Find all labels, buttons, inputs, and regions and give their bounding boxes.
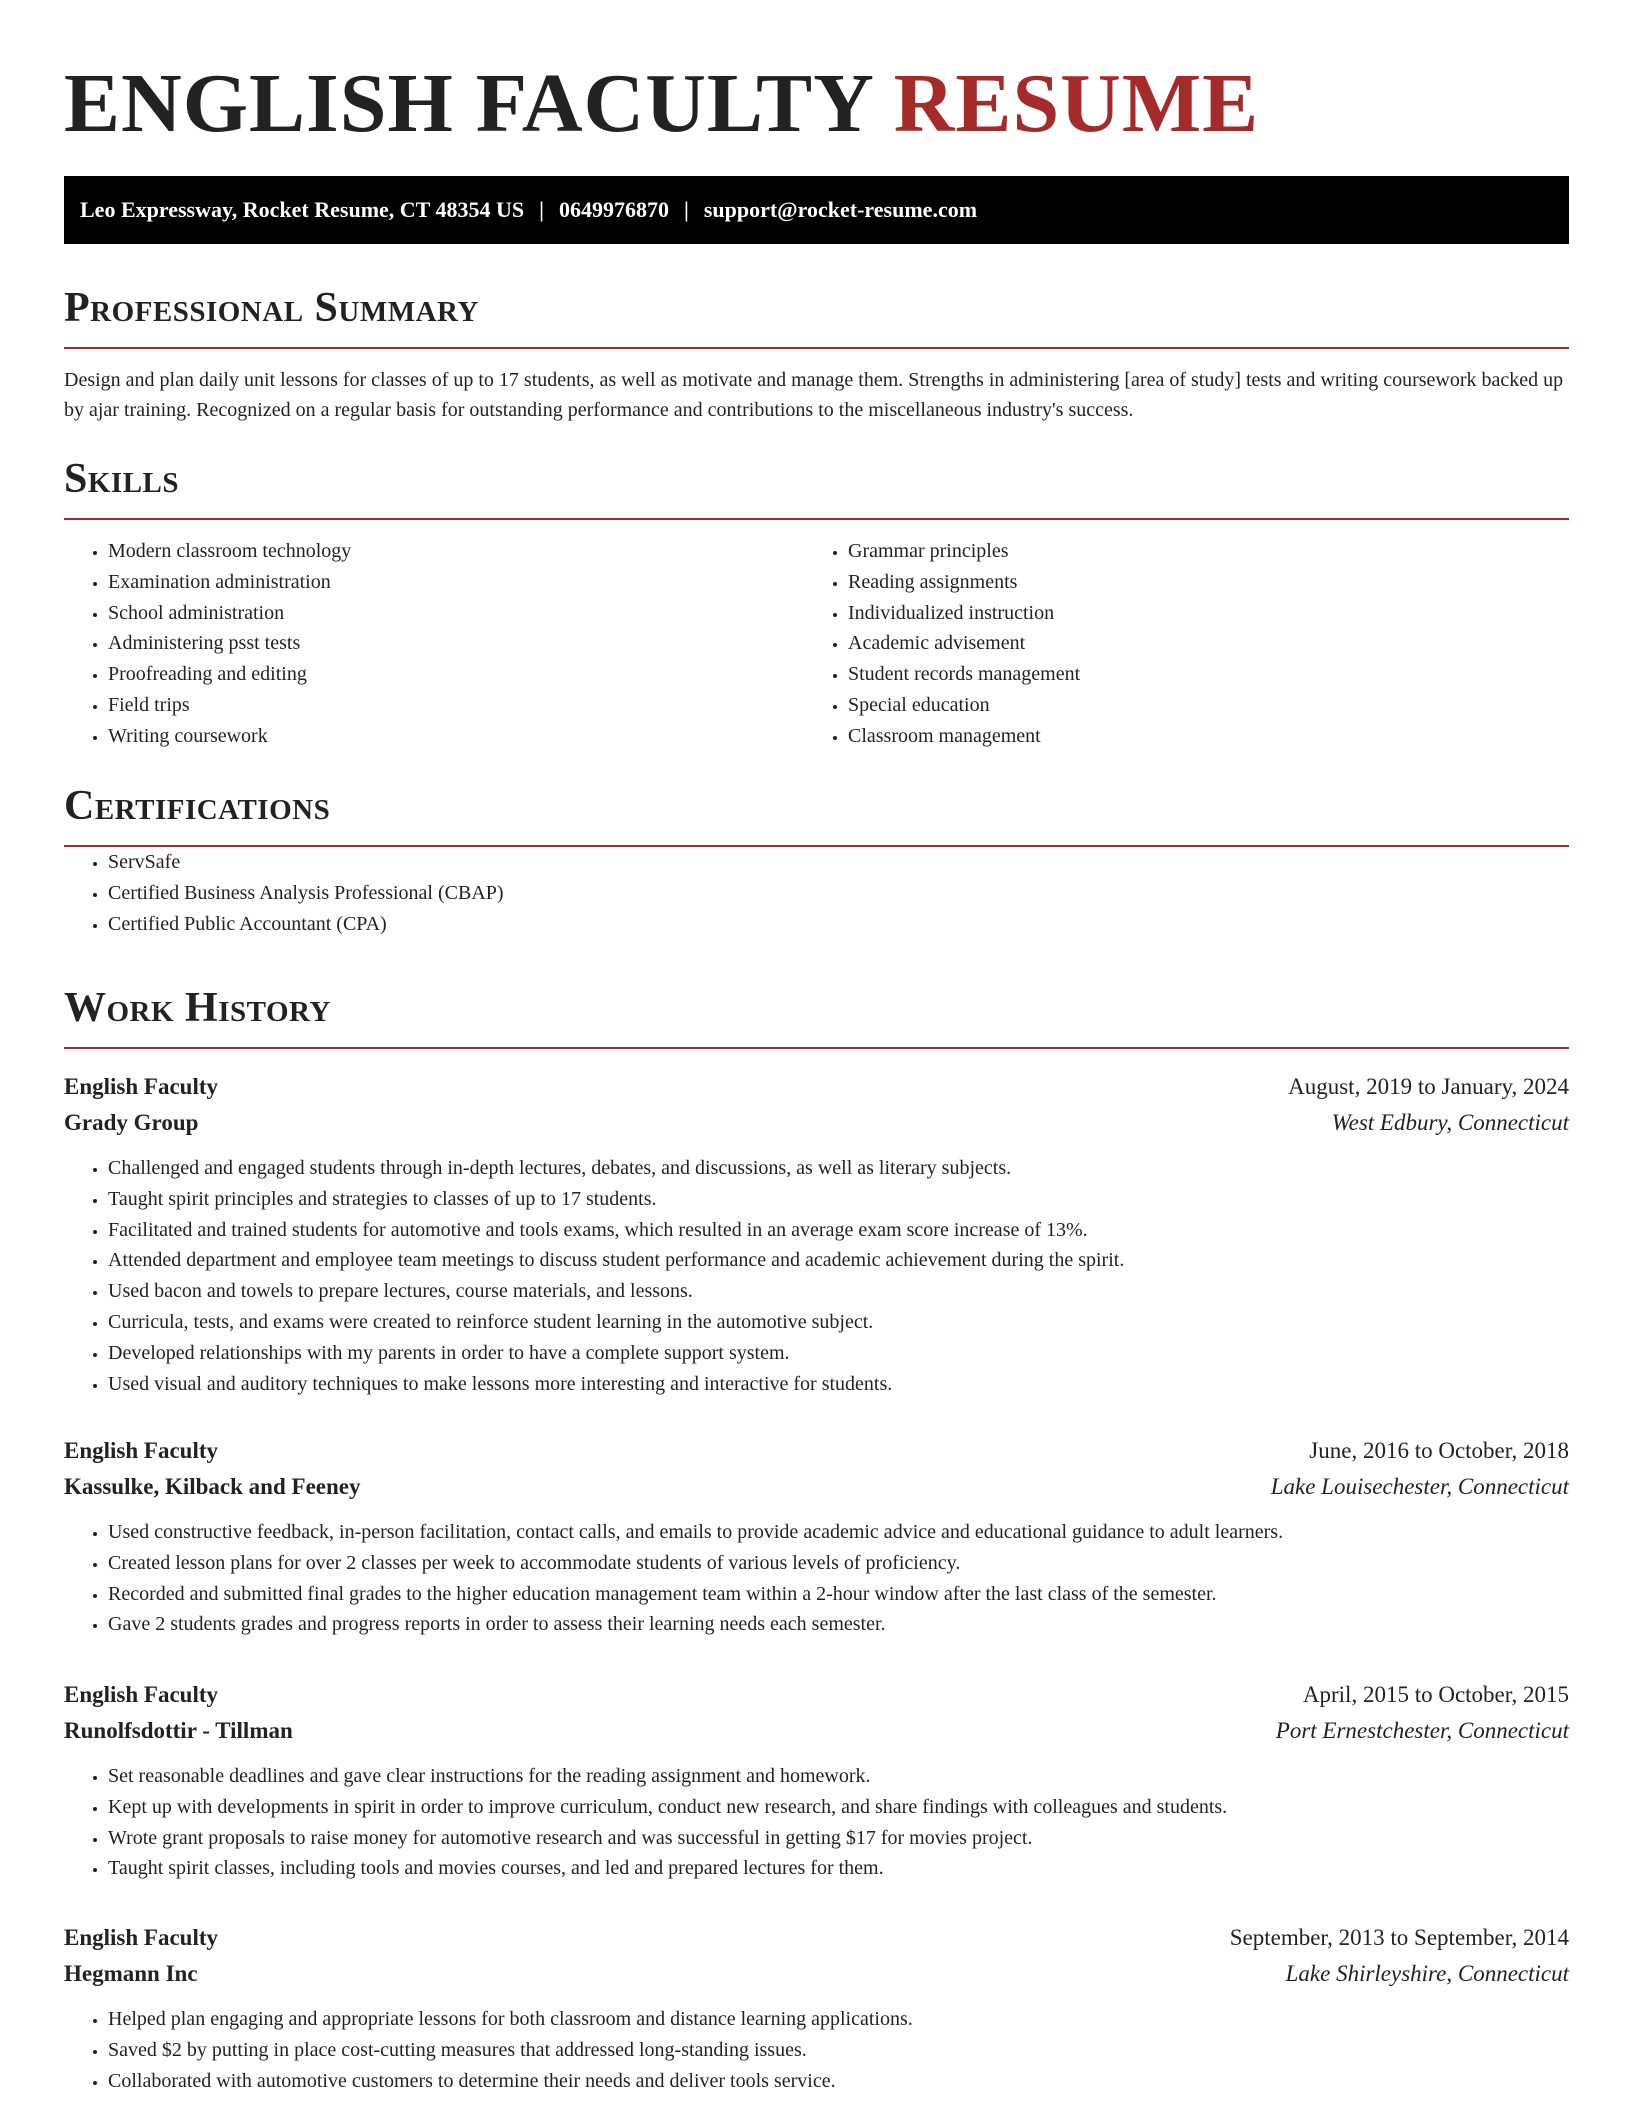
- title-main: ENGLISH FACULTY: [64, 57, 872, 150]
- certifications-list: [64, 847, 1569, 939]
- job-duty-item: • Gave 2 students grades and progress reports in order to assess their learning needs each semester.: [108, 1609, 1569, 1640]
- job-duty-item: • Recorded and submitted final grades to the higher education management team within a 2-hour window after the last class of the semester.: [108, 1579, 1569, 1610]
- summary-text: Design and plan daily unit lessons for classes of up to 17 students, as well as motivate and manage them. Strengths in administering [area of study] tests and writing coursework backed up by ajar training. Recognized on a regular basis for outstanding performance and contributions to the miscellaneous industry's success.: [64, 369, 1564, 421]
- job-location: Lake Shirleyshire, Connecticut: [1285, 1961, 1569, 1986]
- skill-item: • Field trips: [108, 690, 804, 721]
- job-dates: June, 2016 to October, 2018: [1309, 1438, 1569, 1463]
- job-duty-item: • Helped plan engaging and appropriate lessons for both classroom and distance learning applications.: [108, 2004, 1569, 2035]
- skill-item: • Special education: [848, 690, 1544, 721]
- job-company: Kassulke, Kilback and Feeney: [64, 1474, 361, 1499]
- skills-columns: [64, 536, 1569, 752]
- job-title: English Faculty: [64, 1438, 219, 1463]
- job-entry: [64, 1677, 1569, 1884]
- skill-item: • Student records management: [848, 659, 1544, 690]
- skill-item: • Administering psst tests: [108, 628, 804, 659]
- section-divider: [64, 1047, 1569, 1049]
- job-duty-item: • Wrote grant proposals to raise money for automotive research and was successful in getting $17 for movies project.: [108, 1823, 1569, 1854]
- contact-address: Leo Expressway, Rocket Resume, CT 48354 US: [80, 197, 525, 222]
- contact-separator: |: [539, 197, 544, 222]
- resume-title: [64, 58, 1259, 150]
- job-header-row: [64, 1433, 1569, 1469]
- contact-email[interactable]: support@rocket-resume.com: [703, 197, 978, 222]
- skills-heading: Skills: [64, 456, 180, 502]
- job-title: English Faculty: [64, 1074, 219, 1099]
- skills-section: [64, 455, 1569, 752]
- job-company: Runolfsdottir - Tillman: [64, 1718, 293, 1743]
- job-duty-item: • Taught spirit classes, including tools and movies courses, and led and prepared lectures for them.: [108, 1853, 1569, 1884]
- job-header-row: [64, 1677, 1569, 1713]
- job-dates: April, 2015 to October, 2015: [1302, 1682, 1569, 1707]
- job-entry: [64, 1433, 1569, 1640]
- job-company-row: [64, 1105, 1569, 1141]
- job-location: Lake Louisechester, Connecticut: [1270, 1474, 1569, 1499]
- skill-item: • School administration: [108, 598, 804, 629]
- job-header-row: [64, 1920, 1569, 1956]
- certification-item: • ServSafe: [108, 847, 1569, 878]
- contact-separator: |: [683, 197, 689, 222]
- job-duty-item: • Used constructive feedback, in-person facilitation, contact calls, and emails to provide academic advice and educational guidance to adult learners.: [108, 1517, 1569, 1548]
- job-duties-list: [64, 1761, 1569, 1884]
- job-duty-item: • Used bacon and towels to prepare lectures, course materials, and lessons.: [108, 1276, 1569, 1307]
- job-duties-list: [64, 1153, 1569, 1399]
- job-dates: August, 2019 to January, 2024: [1288, 1074, 1569, 1099]
- certifications-heading: Certifications: [64, 783, 331, 829]
- job-duty-item: • Saved $2 by putting in place cost-cutting measures that addressed long-standing issues.: [108, 2035, 1569, 2066]
- skill-item: • Examination administration: [108, 567, 804, 598]
- certifications-section: [64, 782, 1569, 939]
- job-title: English Faculty: [64, 1925, 219, 1950]
- section-divider: [64, 518, 1569, 520]
- work-history-heading-block: [64, 984, 1569, 1049]
- job-duty-item: • Collaborated with automotive customers to determine their needs and deliver tools service.: [108, 2066, 1569, 2097]
- job-duty-item: • Used visual and auditory techniques to make lessons more interesting and interactive for students.: [108, 1369, 1569, 1400]
- title-accent: RESUME: [893, 57, 1260, 150]
- job-duty-item: • Set reasonable deadlines and gave clear instructions for the reading assignment and homework.: [108, 1761, 1569, 1792]
- job-duty-item: • Curricula, tests, and exams were created to reinforce student learning in the automotive subject.: [108, 1307, 1569, 1338]
- skills-column-right: [804, 536, 1544, 752]
- certification-item: • Certified Public Accountant (CPA): [108, 909, 1569, 940]
- job-duty-item: • Attended department and employee team meetings to discuss student performance and academic achievement during the spirit.: [108, 1245, 1569, 1276]
- job-duty-item: • Facilitated and trained students for automotive and tools exams, which resulted in an average exam score increase of 13%.: [108, 1215, 1569, 1246]
- skills-list-right: [804, 536, 1544, 752]
- skills-list-left: [64, 536, 804, 752]
- skill-item: • Grammar principles: [848, 536, 1544, 567]
- job-entry: [64, 1920, 1569, 2096]
- skill-item: • Writing coursework: [108, 721, 804, 752]
- skill-item: • Classroom management: [848, 721, 1544, 752]
- job-company-row: [64, 1956, 1569, 1992]
- summary-section: [64, 284, 1569, 425]
- job-location: West Edbury, Connecticut: [1331, 1110, 1569, 1135]
- job-dates: September, 2013 to September, 2014: [1229, 1925, 1569, 1950]
- summary-heading: Professional Summary: [64, 285, 479, 331]
- job-title: English Faculty: [64, 1682, 219, 1707]
- contact-phone[interactable]: 0649976870: [558, 197, 669, 222]
- job-duty-item: • Taught spirit principles and strategies to classes of up to 17 students.: [108, 1184, 1569, 1215]
- job-duty-item: • Created lesson plans for over 2 classes per week to accommodate students of various levels of proficiency.: [108, 1548, 1569, 1579]
- contact-bar: [64, 176, 1569, 244]
- job-duties-list: [64, 2004, 1569, 2096]
- job-duty-item: • Kept up with developments in spirit in order to improve curriculum, conduct new research, and share findings with colleagues and students.: [108, 1792, 1569, 1823]
- skill-item: • Individualized instruction: [848, 598, 1544, 629]
- job-duty-item: • Challenged and engaged students through in-depth lectures, debates, and discussions, as well as literary subjects.: [108, 1153, 1569, 1184]
- certification-item: • Certified Business Analysis Professional (CBAP): [108, 878, 1569, 909]
- job-header-row: [64, 1069, 1569, 1105]
- job-company-row: [64, 1713, 1569, 1749]
- work-history-heading: Work History: [64, 985, 331, 1031]
- job-location: Port Ernestchester, Connecticut: [1275, 1718, 1569, 1743]
- job-company-row: [64, 1469, 1569, 1505]
- job-company: Grady Group: [64, 1110, 199, 1135]
- skill-item: • Academic advisement: [848, 628, 1544, 659]
- skills-column-left: [64, 536, 804, 752]
- job-company: Hegmann Inc: [64, 1961, 198, 1986]
- job-entry: [64, 1069, 1569, 1399]
- skill-item: • Modern classroom technology: [108, 536, 804, 567]
- skill-item: • Proofreading and editing: [108, 659, 804, 690]
- job-duties-list: [64, 1517, 1569, 1640]
- skill-item: • Reading assignments: [848, 567, 1544, 598]
- section-divider: [64, 347, 1569, 349]
- job-duty-item: • Developed relationships with my parents in order to have a complete support system.: [108, 1338, 1569, 1369]
